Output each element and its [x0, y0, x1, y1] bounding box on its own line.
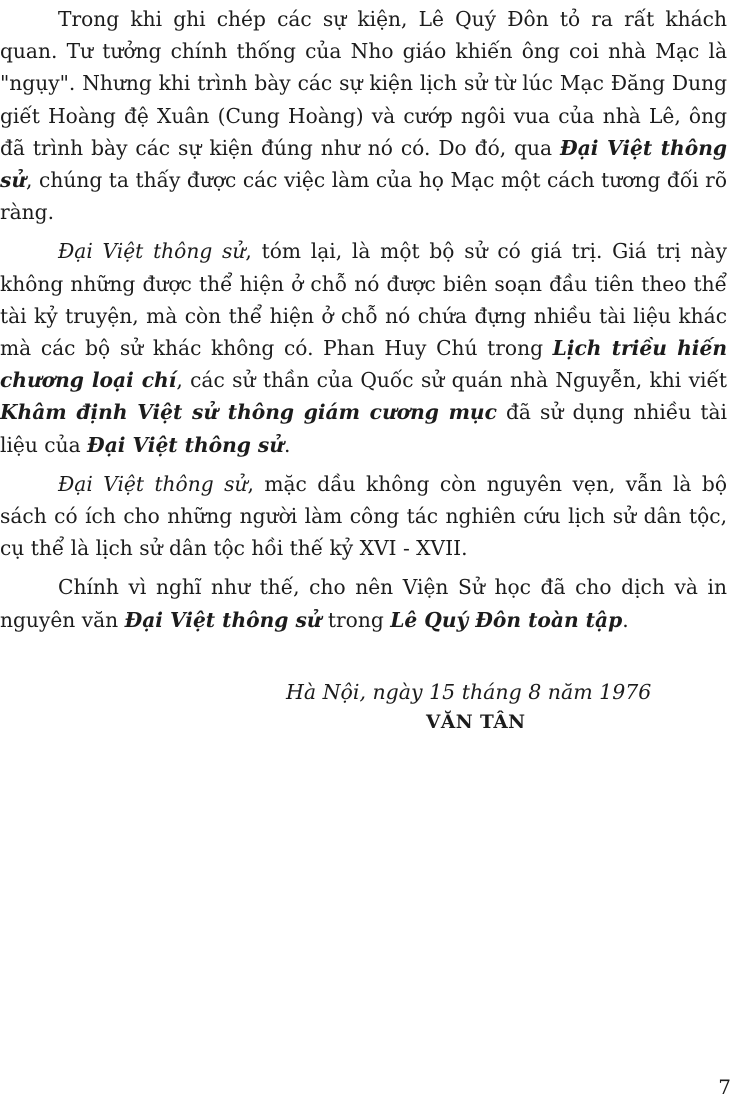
- text-run: , tóm lại, là một bộ sử có giá trị. Giá trị này không những được thể hiện ở chỗ nó được biên soạn đầu tiên theo thể tài kỷ truyện, mà còn thể hiện ở chỗ nó chứa đựng nhiều tài liệu khác mà các bộ sử khác không có. Phan Huy Chú trong: [0, 239, 727, 361]
- paragraph-3: [0, 468, 727, 565]
- signature-name: VĂN TÂN: [426, 712, 526, 733]
- paragraph-1: [0, 3, 727, 228]
- body-text: [0, 3, 727, 643]
- text-run: Trong khi ghi chép các sự kiện, Lê Quý Đôn tỏ ra rất khách quan. Tư tưởng chính thống của Nho giáo khiến ông coi nhà Mạc là "ngụy". Nhưng khi trình bày các sự kiện lịch sử từ lúc Mạc Đăng Dung giết Hoàng đệ Xuân (Cung Hoàng) và cướp ngôi vua của nhà Lê, ông đã trình bày các sự kiện đúng như nó có. Do đó, qua: [0, 7, 727, 160]
- text-run: , chúng ta thấy được các việc làm của họ Mạc một cách tương đối rõ ràng.: [0, 168, 727, 225]
- book-title-run: Đại Việt thông sử: [58, 239, 246, 264]
- text-run: .: [622, 607, 629, 632]
- text-run: , các sử thần của Quốc sử quán nhà Nguyễn, khi viết: [176, 368, 727, 393]
- text-run: .: [283, 432, 291, 457]
- book-title-run: Lịch triều hiến chương loại chí: [0, 336, 727, 393]
- page-number: 7: [718, 1075, 731, 1099]
- paragraph-2: [0, 235, 727, 460]
- book-title-run: Đại Việt thông sử: [0, 135, 727, 193]
- text-run: đã sử dụng nhiều tài liệu của: [0, 400, 728, 457]
- book-title-run: Đại Việt thông sử: [124, 607, 322, 632]
- book-title-run: Đại Việt thông sử: [87, 432, 284, 457]
- text-run: , mặc dầu không còn nguyên vẹn, vẫn là bộ sách có ích cho những người làm công tác nghiên cứu lịch sử dân tộc, cụ thể là lịch sử dân tộc hồi thế kỷ XVI - XVII.: [0, 471, 727, 561]
- book-title-run: Khâm định Việt sử thông giám cương mục: [0, 400, 497, 425]
- signature-date: Hà Nội, ngày 15 tháng 8 năm 1976: [286, 680, 652, 704]
- text-run: Chính vì nghĩ như thế, cho nên Viện Sử học đã cho dịch và in nguyên văn: [0, 575, 727, 632]
- book-title-run: Đại Việt thông sử: [58, 471, 248, 496]
- paragraph-4: [0, 571, 727, 635]
- text-run: trong: [321, 607, 391, 632]
- book-title-run: Lê Quý Đôn toàn tập: [390, 607, 623, 632]
